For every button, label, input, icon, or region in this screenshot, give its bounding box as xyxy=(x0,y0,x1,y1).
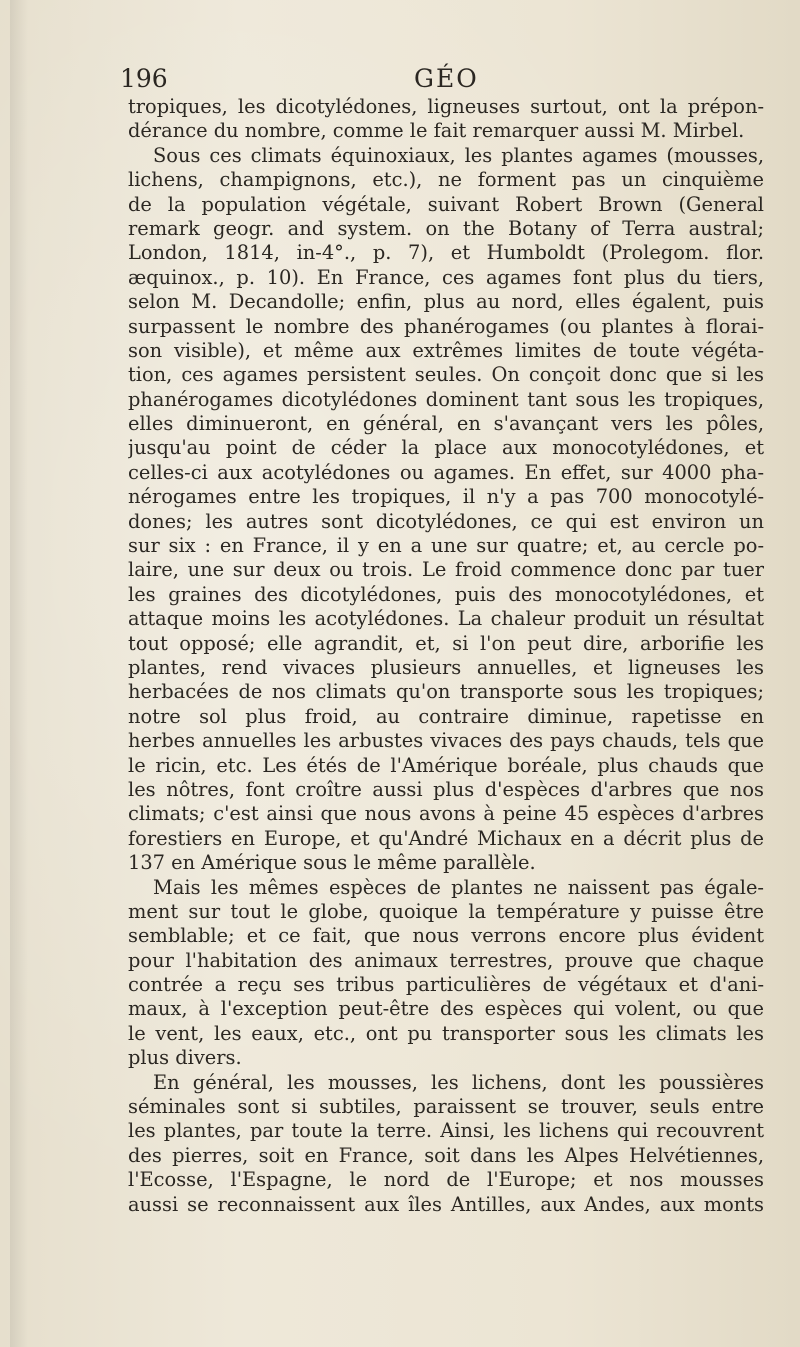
text-line: climats; c'est ainsi que nous avons à peine 45 espèces d'arbres xyxy=(128,802,764,826)
text-line: tout opposé; elle agrandit, et, si l'on peut dire, arborifie les xyxy=(128,631,764,655)
text-line: phanérogames dicotylédones dominent tant sous les tropiques, xyxy=(128,387,764,411)
text-line: tion, ces agames persistent seules. On conçoit donc que si les xyxy=(128,363,764,387)
text-line: sur six : en France, il y en a une sur quatre; et, au cercle po- xyxy=(128,534,764,558)
text-line: celles-ci aux acotylédones ou agames. En effet, sur 4000 pha- xyxy=(128,460,764,484)
text-line: elles diminueront, en général, en s'avançant vers les pôles, xyxy=(128,412,764,436)
text-line: maux, à l'exception peut-être des espèces qui volent, ou que xyxy=(128,997,764,1021)
text-line: le ricin, etc. Les étés de l'Amérique boréale, plus chauds que xyxy=(128,753,764,777)
text-line: herbes annuelles les arbustes vivaces des pays chauds, tels que xyxy=(128,729,764,753)
text-line: En général, les mousses, les lichens, dont les poussières xyxy=(153,1070,764,1094)
text-line: forestiers en Europe, et qu'André Michaux en a décrit plus de xyxy=(128,826,764,850)
text-line: l'Ecosse, l'Espagne, le nord de l'Europe; et nos mousses xyxy=(128,1168,764,1192)
text-line: selon M. Decandolle; enfin, plus au nord, elles égalent, puis xyxy=(128,290,764,314)
text-line: notre sol plus froid, au contraire diminue, rapetisse en xyxy=(128,704,764,728)
text-line: nérogames entre les tropiques, il n'y a pas 700 monocotylé- xyxy=(128,485,764,509)
text-line: les plantes, par toute la terre. Ainsi, les lichens qui recouvrent xyxy=(128,1119,764,1143)
text-line: 137 en Amérique sous le même parallèle. xyxy=(128,851,536,875)
text-line: ment sur tout le globe, quoique la température y puisse être xyxy=(128,899,764,923)
text-line: aussi se reconnaissent aux îles Antilles, aux Andes, aux monts xyxy=(128,1192,764,1216)
text-line: tropiques, les dicotylédones, ligneuses surtout, ont la prépon- xyxy=(128,95,764,118)
text-line: son visible), et même aux extrêmes limites de toute végéta- xyxy=(128,338,764,362)
text-line: de la population végétale, suivant Robert Brown (General xyxy=(128,192,764,216)
text-line: séminales sont si subtiles, paraissent se trouver, seuls entre xyxy=(128,1095,764,1119)
body-text xyxy=(128,95,764,1217)
text-line: le vent, les eaux, etc., ont pu transporter sous les climats les xyxy=(128,1021,764,1045)
text-line: æquinox., p. 10). En France, ces agames font plus du tiers, xyxy=(128,265,764,289)
text-line: les nôtres, font croître aussi plus d'espèces d'arbres que nos xyxy=(128,777,764,801)
text-line: plus divers. xyxy=(128,1046,242,1070)
text-line: laire, une sur deux ou trois. Le froid commence donc par tuer xyxy=(128,558,764,582)
text-line: plantes, rend vivaces plusieurs annuelles, et ligneuses les xyxy=(128,655,764,679)
text-line: semblable; et ce fait, que nous verrons encore plus évident xyxy=(128,924,764,948)
text-line: lichens, champignons, etc.), ne forment pas un cinquième xyxy=(128,168,764,192)
page-number: 196 xyxy=(120,64,168,93)
text-line: Sous ces climats équinoxiaux, les plantes agames (mousses, xyxy=(153,143,764,167)
page-header xyxy=(120,62,765,96)
text-line: pour l'habitation des animaux terrestres, prouve que chaque xyxy=(128,948,764,972)
text-line: les graines des dicotylédones, puis des monocotylédones, et xyxy=(128,582,764,606)
page-fold-shadow xyxy=(10,0,28,1347)
text-line: surpassent le nombre des phanérogames (ou plantes à florai- xyxy=(128,314,764,338)
text-line: contrée a reçu ses tribus particulières de végétaux et d'ani- xyxy=(128,973,764,997)
text-line: Mais les mêmes espèces de plantes ne naissent pas égale- xyxy=(153,875,764,899)
text-line: dones; les autres sont dicotylédones, ce qui est environ un xyxy=(128,509,764,533)
text-line: herbacées de nos climats qu'on transporte sous les tropiques; xyxy=(128,680,764,704)
text-line: remark geogr. and system. on the Botany of Terra austral; xyxy=(128,216,764,240)
text-line: des pierres, soit en France, soit dans les Alpes Helvétiennes, xyxy=(128,1143,764,1167)
text-line: London, 1814, in-4°., p. 7), et Humboldt (Prolegom. flor. xyxy=(128,241,764,265)
text-line: jusqu'au point de céder la place aux monocotylédones, et xyxy=(128,436,764,460)
running-head: GÉO xyxy=(414,64,479,93)
text-line: attaque moins les acotylédones. La chaleur produit un résultat xyxy=(128,607,764,631)
text-line: dérance du nombre, comme le fait remarquer aussi M. Mirbel. xyxy=(128,119,745,143)
